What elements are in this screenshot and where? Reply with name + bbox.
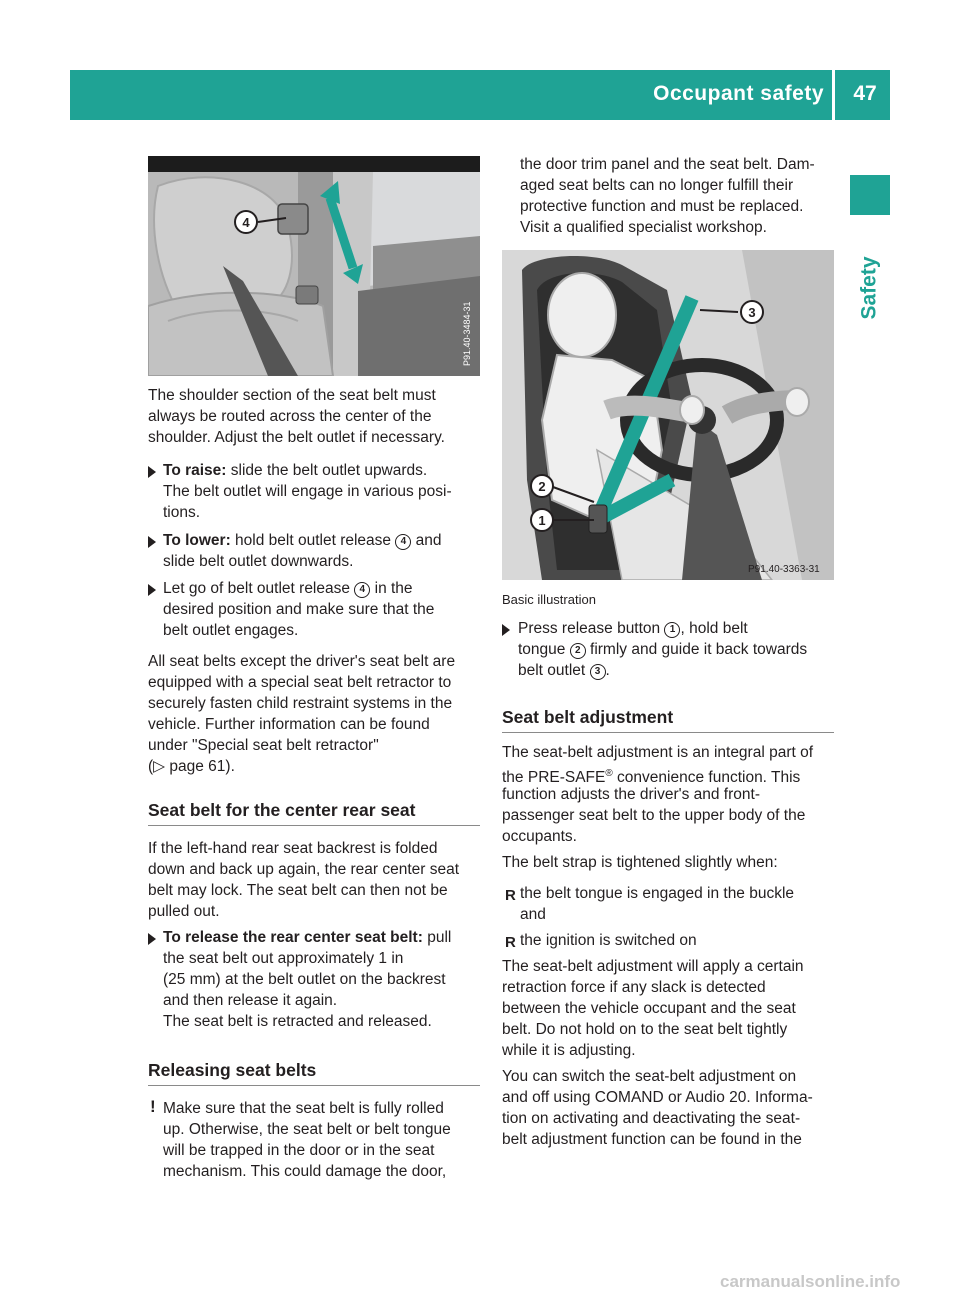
side-tab <box>850 228 890 348</box>
para-retractor-line4: vehicle. Further information can be found <box>148 716 430 733</box>
callout-ref: 3 <box>590 664 606 680</box>
para-retractor-line5: under "Special seat belt retractor" <box>148 737 379 754</box>
para-force-line3: between the vehicle occupant and the seat <box>502 1000 796 1017</box>
step-lower-label: To lower: <box>163 532 231 549</box>
heading-seat-belt-adjustment: Seat belt adjustment <box>502 707 674 727</box>
para-adjust-text: the PRE-SAFE <box>502 769 606 787</box>
step-press-text3-end: . <box>605 662 610 679</box>
belt-outlet-illustration <box>148 156 480 376</box>
side-tab-label: Safety <box>858 256 881 320</box>
step-letgo-text: Let go of belt outlet release <box>163 580 355 597</box>
para-damaged-line4: Visit a qualified specialist workshop. <box>520 219 767 236</box>
figure2-callout-1: 1 <box>538 513 546 528</box>
warning-icon: ! <box>150 1097 156 1116</box>
step-arrow-icon <box>502 624 510 636</box>
page-number: 47 <box>853 82 877 105</box>
para-adjust-text-end: convenience function. This <box>612 769 801 787</box>
callout-ref: 2 <box>570 643 586 659</box>
para-adjust-line4: passenger seat belt to the upper body of the <box>502 807 806 824</box>
bullet-icon: R <box>505 934 516 951</box>
step-press-line1 <box>518 619 748 640</box>
step-release-center-result: The seat belt is retracted and released. <box>163 1013 432 1030</box>
figure2-callout-2: 2 <box>538 479 546 494</box>
para-switch-line1: You can switch the seat-belt adjustment on <box>502 1068 797 1085</box>
heading-center-rear-seat: Seat belt for the center rear seat <box>148 800 416 820</box>
step-raise-line1 <box>163 461 427 482</box>
step-arrow-icon <box>148 466 156 478</box>
step-release-center-text: pull <box>422 929 452 946</box>
para-switch-line2: and off using COMAND or Audio 20. Informa- <box>502 1089 813 1106</box>
bullet-icon: R <box>505 887 516 904</box>
heading-releasing-seat-belts: Releasing seat belts <box>148 1060 317 1080</box>
para-shoulder-line3: shoulder. Adjust the belt outlet if necessary. <box>148 429 445 446</box>
step-lower-text-end: and <box>411 532 442 549</box>
warning-line3: will be trapped in the door or in the seat <box>163 1142 435 1159</box>
para-shoulder-line1: The shoulder section of the seat belt must <box>148 387 436 404</box>
step-raise-line3: tions. <box>163 504 201 521</box>
heading-rule <box>148 825 480 826</box>
step-raise-text: slide the belt outlet upwards. <box>226 462 428 479</box>
para-retractor-line3: securely fasten child restraint systems in the <box>148 695 453 712</box>
step-release-center-line3: (25 mm) at the belt outlet on the backrest <box>163 971 446 988</box>
warning-line4: mechanism. This could damage the door, <box>163 1163 447 1180</box>
bullet-item-1: the belt tongue is engaged in the buckle <box>520 885 795 902</box>
para-force-line2: retraction force if any slack is detected <box>502 979 766 996</box>
footer-watermark: carmanualsonline.info <box>720 1272 901 1291</box>
driver-belt-illustration <box>502 250 834 580</box>
step-raise-label: To raise: <box>163 462 227 479</box>
para-tightened: The belt strap is tightened slightly when: <box>502 854 778 871</box>
para-damaged-line3: protective function and must be replaced. <box>520 198 804 215</box>
step-release-center-label: To release the rear center seat belt: <box>163 929 423 946</box>
step-lower-text: hold belt outlet release <box>230 532 396 549</box>
para-folded-line3: belt may lock. The seat belt can then not be <box>148 882 448 899</box>
step-lower-line1 <box>163 531 442 552</box>
heading-rule <box>148 1085 480 1086</box>
side-tab-marker <box>850 175 890 215</box>
callout-ref: 4 <box>354 582 370 598</box>
para-damaged-line2: aged seat belts can no longer fulfill their <box>520 177 794 194</box>
step-letgo-line1 <box>163 579 413 600</box>
step-letgo-line3: belt outlet engages. <box>163 622 299 639</box>
para-force-line1: The seat-belt adjustment will apply a certain <box>502 958 804 975</box>
para-folded-line4: pulled out. <box>148 903 220 920</box>
step-letgo-line2: desired position and make sure that the <box>163 601 435 618</box>
page-section-title: Occupant safety <box>653 82 824 105</box>
para-damaged-line1: the door trim panel and the seat belt. Dam- <box>520 156 815 173</box>
para-retractor-line2: equipped with a special seat belt retractor to <box>148 674 452 691</box>
step-arrow-icon <box>148 584 156 596</box>
para-folded-line2: down and back up again, the rear center seat <box>148 861 460 878</box>
step-press-text2: tongue <box>518 641 570 658</box>
step-press-text2-end: firmly and guide it back towards <box>585 641 808 658</box>
step-lower-line2: slide belt outlet downwards. <box>163 553 354 570</box>
warning-line2: up. Otherwise, the seat belt or belt tongue <box>163 1121 451 1138</box>
para-switch-line4: belt adjustment function can be found in the <box>502 1131 802 1148</box>
figure2-code: P91.40-3363-31 <box>748 564 820 575</box>
para-folded-line1: If the left-hand rear seat backrest is folded <box>148 840 438 857</box>
figure2-callout-3: 3 <box>748 305 756 320</box>
step-press-line3 <box>518 661 610 682</box>
para-shoulder-line2: always be routed across the center of the <box>148 408 432 425</box>
para-adjust-line3: function adjusts the driver's and front- <box>502 786 760 803</box>
bullet-item-1-cont: and <box>520 906 546 923</box>
callout-ref: 1 <box>664 622 680 638</box>
step-press-text-end: , hold belt <box>680 620 748 637</box>
driver-belt-figure <box>502 250 834 580</box>
step-release-center-line2: the seat belt out approximately 1 in <box>163 950 404 967</box>
para-switch-line3: tion on activating and deactivating the seat- <box>502 1110 801 1127</box>
para-force-line4: belt. Do not hold on to the seat belt tightly <box>502 1021 788 1038</box>
figure-caption: Basic illustration <box>502 592 596 607</box>
step-letgo-text-end: in the <box>370 580 413 597</box>
para-retractor-line1: All seat belts except the driver's seat belt are <box>148 653 456 670</box>
registered-mark: ® <box>605 768 613 779</box>
bullet-item-2: the ignition is switched on <box>520 932 697 949</box>
step-press-text3: belt outlet <box>518 662 590 679</box>
step-raise-line2: The belt outlet will engage in various posi- <box>163 483 452 500</box>
heading-rule <box>502 732 834 733</box>
step-arrow-icon <box>148 933 156 945</box>
figure1-code: P91.40-3484-31 <box>462 301 472 366</box>
step-press-text: Press release button <box>518 620 665 637</box>
callout-ref: 4 <box>395 534 411 550</box>
warning-line1: Make sure that the seat belt is fully rolled <box>163 1100 444 1117</box>
para-adjust-line5: occupants. <box>502 828 577 845</box>
belt-outlet-figure <box>148 156 480 376</box>
header-divider <box>832 70 835 120</box>
step-press-line2 <box>518 640 807 661</box>
para-adjust-line1: The seat-belt adjustment is an integral part of <box>502 744 814 761</box>
para-force-line5: while it is adjusting. <box>502 1042 636 1059</box>
figure1-callout: 4 <box>242 215 250 230</box>
step-release-center-line1 <box>163 928 451 949</box>
step-arrow-icon <box>148 536 156 548</box>
page-reference-link[interactable]: (▷ page 61). <box>148 758 235 775</box>
step-release-center-line4: and then release it again. <box>163 992 338 1009</box>
